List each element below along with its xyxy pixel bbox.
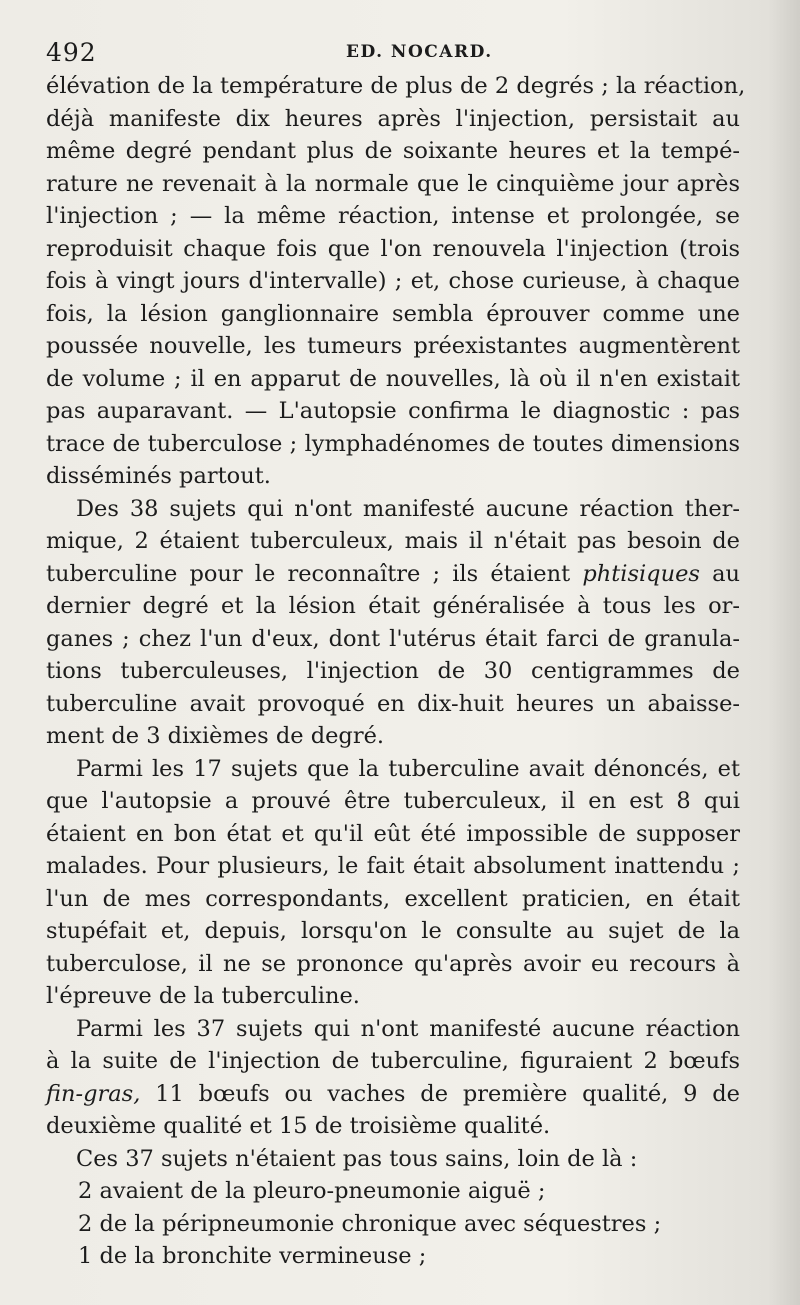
text-line: poussée nouvelle, les tumeurs préexistantes augmentèrent: [46, 333, 740, 359]
text-line: [46, 558, 740, 591]
page-number: 492: [46, 38, 97, 67]
text-line: pas auparavant. — L'autopsie confirma le diagnostic : pas: [46, 398, 740, 424]
paragraph-start-line: Parmi les 17 sujets que la tuberculine avait dénoncés, et: [76, 755, 740, 782]
running-head: ED. NOCARD.: [346, 42, 493, 62]
text-line: fois, la lésion ganglionnaire sembla éprouver comme une: [46, 300, 740, 327]
text-line: même degré pendant plus de soixante heures et la tempé-: [46, 138, 740, 164]
list-item: 2 avaient de la pleuro-pneumonie aiguë ;: [78, 1178, 546, 1204]
text-line: l'épreuve de la tuberculine.: [46, 983, 360, 1009]
text-line: l'injection ; — la même réaction, intense et prolongée, se: [46, 203, 740, 229]
text-line: fois à vingt jours d'intervalle) ; et, chose curieuse, à chaque: [46, 268, 740, 294]
text-line: de volume ; il en apparut de nouvelles, là où il n'en existait: [46, 365, 740, 392]
text-line: mique, 2 étaient tuberculeux, mais il n'était pas besoin de: [46, 528, 740, 554]
list-item: 1 de la bronchite vermineuse ;: [78, 1243, 427, 1269]
page-header: [46, 34, 736, 70]
text-line: tuberculine avait provoqué en dix-huit heures un abaisse-: [46, 690, 740, 717]
text-line: à la suite de l'injection de tuberculine, figuraient 2 bœufs: [46, 1048, 740, 1074]
list-item: 2 de la péripneumonie chronique avec séquestres ;: [78, 1210, 662, 1237]
text-line: stupéfait et, depuis, lorsqu'on le consulte au sujet de la: [46, 918, 740, 944]
text-line: reproduisit chaque fois que l'on renouvela l'injection (trois: [46, 235, 740, 262]
text-line: malades. Pour plusieurs, le fait était absolument inattendu ;: [46, 853, 740, 879]
text-segment: tuberculine pour le reconnaître ; ils étaient: [46, 560, 571, 587]
text-line: étaient en bon état et qu'il eût été impossible de supposer: [46, 820, 740, 847]
text-segment: au: [712, 560, 741, 587]
italic-term: phtisiques: [582, 560, 700, 587]
text-line: trace de tuberculose ; lymphadénomes de toutes dimensions: [46, 430, 740, 457]
text-line: tuberculose, il ne se prononce qu'après avoir eu recours à: [46, 950, 740, 977]
text-segment: 11 bœufs ou vaches de première qualité, 9 de: [155, 1080, 740, 1107]
body-text: [46, 70, 746, 1273]
text-line: disséminés partout.: [46, 463, 271, 489]
text-line: rature ne revenait à la normale que le cinquième jour après: [46, 170, 740, 197]
text-line: tions tuberculeuses, l'injection de 30 centigrammes de: [46, 658, 740, 684]
text-line: ment de 3 dixièmes de degré.: [46, 723, 385, 749]
italic-term: fin-gras,: [46, 1080, 141, 1107]
text-line: dernier degré et la lésion était généralisée à tous les or-: [46, 593, 740, 619]
text-line: deuxième qualité et 15 de troisième qualité.: [46, 1113, 551, 1139]
text-line: élévation de la température de plus de 2 degrés ; la réaction,: [46, 73, 746, 99]
text-line: déjà manifeste dix heures après l'injection, persistait au: [46, 105, 740, 132]
paragraph-start-line: Des 38 sujets qui n'ont manifesté aucune réaction ther-: [76, 495, 740, 522]
text-line: l'un de mes correspondants, excellent praticien, en était: [46, 885, 740, 912]
text-line: ganes ; chez l'un d'eux, dont l'utérus était farci de granula-: [46, 625, 740, 652]
paragraph-start-line: Parmi les 37 sujets qui n'ont manifesté aucune réaction: [76, 1015, 740, 1042]
text-line: que l'autopsie a prouvé être tuberculeux, il en est 8 qui: [46, 788, 740, 814]
paragraph-start-line: Ces 37 sujets n'étaient pas tous sains, loin de là :: [76, 1145, 638, 1172]
text-line: [46, 1078, 740, 1111]
